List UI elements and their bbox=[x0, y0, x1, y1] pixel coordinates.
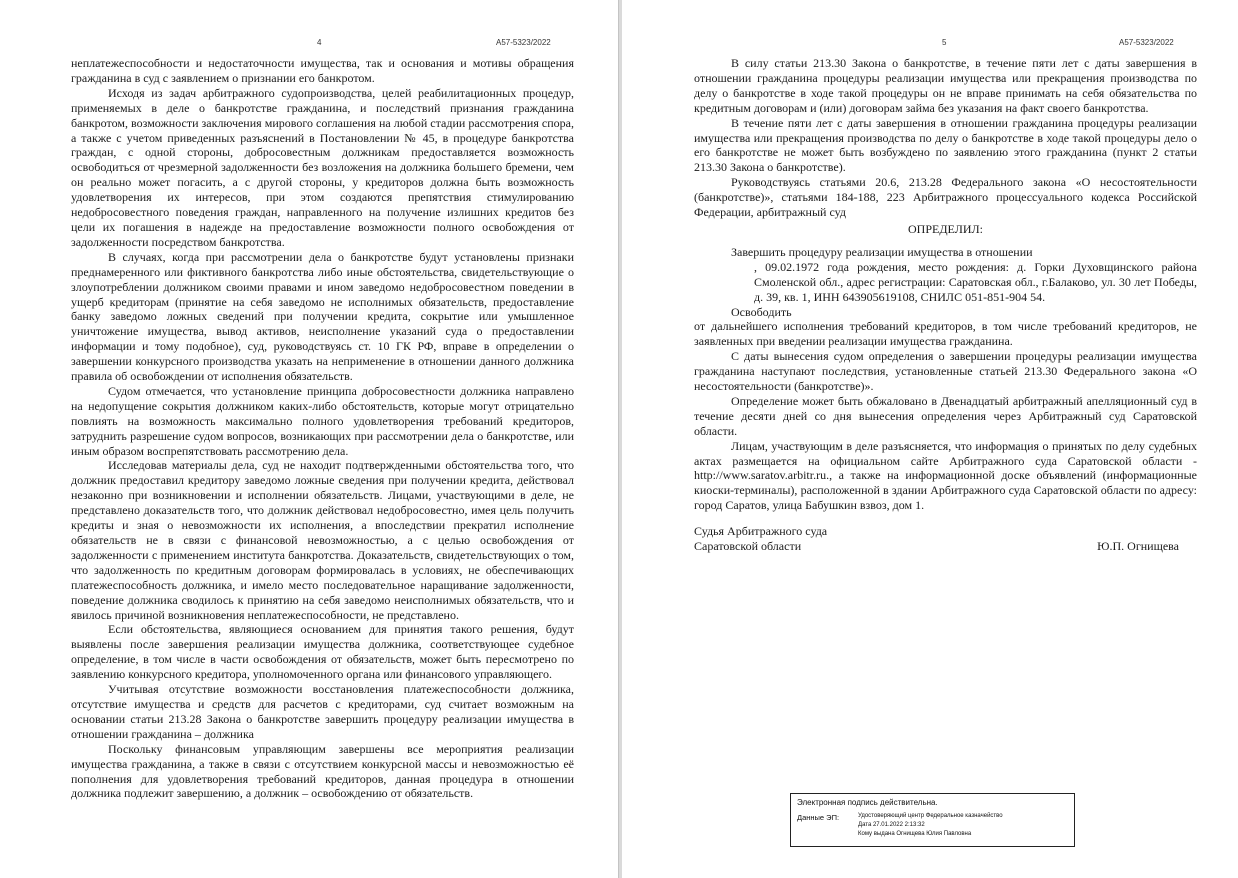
judge-name: Ю.П. Огнищева bbox=[1097, 539, 1179, 553]
case-number: А57-5323/2022 bbox=[1119, 38, 1174, 47]
page-number: 4 bbox=[317, 38, 322, 47]
paragraph: от дальнейшего исполнения требований кредиторов, в том числе требований кредиторов, не заявленных при введении реализации имущества гражданина. bbox=[694, 319, 1197, 349]
paragraph: Руководствуясь статьями 20.6, 213.28 Федерального закона «О несостоятельности (банкротстве)», статьями 184-188, 223 Арбитражного процессуального кодекса Российской Федерации, арбитражный суд bbox=[694, 175, 1197, 220]
paragraph: Исходя из задач арбитражного судопроизводства, целей реабилитационных процедур, применяемых в деле о банкротстве гражданина, и последствий признания гражданина банкротом, возможности заключения мирового соглашения на любой стадии рассмотрения спора, а также с учетом приведенных разъяснений в Постановлении № 45, в процедуре банкротства граждан, с одной стороны, добросовестным должникам предоставляется возможность освободиться от чрезмерной задолженности без возложения на должника большего бремени, чем он реально может погасить, а с другой стороны, у кредиторов должна быть возможность удовлетворения их интересов, при этом создаются препятствия стимулированию недобросовестного поведения граждан, направленного на получение излишних кредитов без цели их погашения в надежде на предоставление возможности полного освобождения от задолженности посредством банкротства. bbox=[71, 85, 574, 249]
signature-block bbox=[694, 524, 1179, 554]
signature-title: Судья Арбитражного суда bbox=[694, 524, 828, 538]
paragraph: В силу статьи 213.30 Закона о банкротстве, в течение пяти лет с даты завершения в отношении гражданина процедуры реализации имущества или прекращения производства по делу о банкротстве в ходе такой процедуры он не вправе принимать на себя обязательства по кредитным договорам и (или) договорам займа без указания на факт своего банкротства. bbox=[694, 56, 1197, 115]
paragraph: Учитывая отсутствие возможности восстановления платежеспособности должника, отсутствие имущества и средств для расчетов с кредиторами, суд считает возможным на основании статьи 213.28 Закона о банкротстве завершить процедуру реализации имущества в отношении гражданина – должника bbox=[71, 682, 574, 741]
stamp-owner: Кому выдана Огнищева Юлия Павловна bbox=[858, 831, 972, 837]
document-page-left bbox=[0, 0, 618, 878]
paragraph: Освободить bbox=[731, 304, 792, 319]
paragraph: Исследовав материалы дела, суд не находит подтвержденными обстоятельства того, что должник предоставил кредитору заведомо ложные сведения при получении кредита, действовал незаконно при возникновении и исполнении обязательств. Лицами, участвующими в деле, не представлено доказательств того, что должник действовал недобросовестно, имея цель получить кредиты и зная о невозможности их исполнения, а впоследствии прекратил исполнение обязательств не в связи с финансовой невозможностью, а с целью освобождения от задолженности с применением института банкротства. Доказательств, свидетельствующих о том, что задолженность по кредитным договорам формировалась в условиях, не обеспечивающих платежеспособность должника, и имело место последовательное наращивание задолженности, поведение должника сводилось к принятию на себя заведомо неисполнимых обязательств, что и явилось причиной возникновения неплатежеспособности, не представлено. bbox=[71, 458, 574, 622]
stamp-issuer: Удостоверяющий центр Федеральное казначейство bbox=[858, 813, 1003, 819]
ruling-heading: ОПРЕДЕЛИЛ: bbox=[908, 221, 983, 236]
paragraph: Если обстоятельства, являющиеся основанием для принятия такого решения, будут выявлены после завершения реализации имущества должника, соответствующее судебное определение, в том числе в части освобождения от обязательств, может быть пересмотрено по заявлению конкурсного кредитора, уполномоченного органа или финансового управляющего. bbox=[71, 622, 574, 682]
page-body bbox=[694, 56, 1197, 513]
paragraph: , 09.02.1972 года рождения, место рождения: д. Горки Духовщинского района Смоленской обл., адрес регистрации: Саратовская обл., г.Балаково, ул. 30 лет Победы, д. 39, кв. 1, ИНН 643905619108, СНИЛС 051-851-904 54. bbox=[754, 259, 1197, 304]
signature-court: Саратовской области bbox=[694, 539, 802, 553]
case-number: А57-5323/2022 bbox=[496, 38, 551, 47]
paragraph: В течение пяти лет с даты завершения в отношении гражданина процедуры реализации имущества или прекращения производства по делу о банкротстве в ходе такой процедуры дело о его банкротстве не может быть возбуждено по заявлению этого гражданина (пункт 2 статьи 213.30 Закона о банкротстве). bbox=[694, 115, 1197, 175]
stamp-date: Дата 27.01.2022 2:13:32 bbox=[858, 822, 925, 828]
paragraph: Лицам, участвующим в деле разъясняется, что информация о принятых по делу судебных актах размещается на официальном сайте Арбитражного суда Саратовской области - http://www.saratov.arbitr.ru., а также на информационной доске объявлений (информационные киоски-терминалы), расположенной в здании Арбитражного суда Саратовской области по адресу: город Саратов, улица Бабушкин взвоз, дом 1. bbox=[694, 438, 1197, 513]
paragraph: Судом отмечается, что установление принципа добросовестности должника направлено на недопущение сокрытия должником каких-либо обстоятельств, которые могут отрицательно повлиять на возможность максимально полного удовлетворения требований кредиторов, затруднить разрешение судом вопросов, возникающих при рассмотрении дела о банкротстве, или иным образом воспрепятствовать рассмотрению дела. bbox=[71, 383, 574, 458]
stamp-label: Данные ЭП: bbox=[797, 813, 840, 822]
paragraph: Поскольку финансовым управляющим завершены все мероприятия реализации имущества гражданина, а также в связи с отсутствием конкурсной массы и невозможностью её пополнения для удовлетворения требований кредиторов, данная процедура в отношении должника подлежит завершению, а должник – освобождению от обязательств. bbox=[71, 741, 574, 801]
paragraph: В случаях, когда при рассмотрении дела о банкротстве будут установлены признаки преднамеренного или фиктивного банкротства либо иные обстоятельства, свидетельствующие о злоупотреблении должником своими правами и ином заведомо недобросовестном поведении в ущерб кредиторам (принятие на себя заведомо не исполнимых обязательств, предоставление банку заведомо ложных сведений при получении кредита, сокрытие или умышленное уничтожение имущества, вывод активов, неисполнение указаний суда о предоставлении информации и тому подобное), суд, руководствуясь ст. 10 ГК РФ, вправе в определении о завершении конкурсного производства указать на неприменение в отношении данного должника правила об освобождении от исполнения обязательств. bbox=[71, 249, 574, 384]
paragraph: Завершить процедуру реализации имущества в отношении bbox=[731, 244, 1033, 259]
paragraph: С даты вынесения судом определения о завершении процедуры реализации имущества гражданина наступают последствия, установленные статьей 213.30 Федерального закона «О несостоятельности (банкротстве)». bbox=[694, 349, 1197, 394]
paragraph: Определение может быть обжаловано в Двенадцатый арбитражный апелляционный суд в течение десяти дней со дня вынесения определения через Арбитражный суд Саратовской области. bbox=[694, 393, 1197, 438]
stamp-title: Электронная подпись действительна. bbox=[797, 798, 938, 807]
document-page-right bbox=[622, 0, 1238, 878]
page-body bbox=[71, 56, 574, 801]
paragraph: неплатежеспособности и недостаточности имущества, так и основания и мотивы обращения гражданина в суд с заявлением о признании его банкротом. bbox=[71, 56, 574, 85]
page-number: 5 bbox=[942, 38, 947, 47]
e-signature-stamp bbox=[790, 793, 1075, 847]
